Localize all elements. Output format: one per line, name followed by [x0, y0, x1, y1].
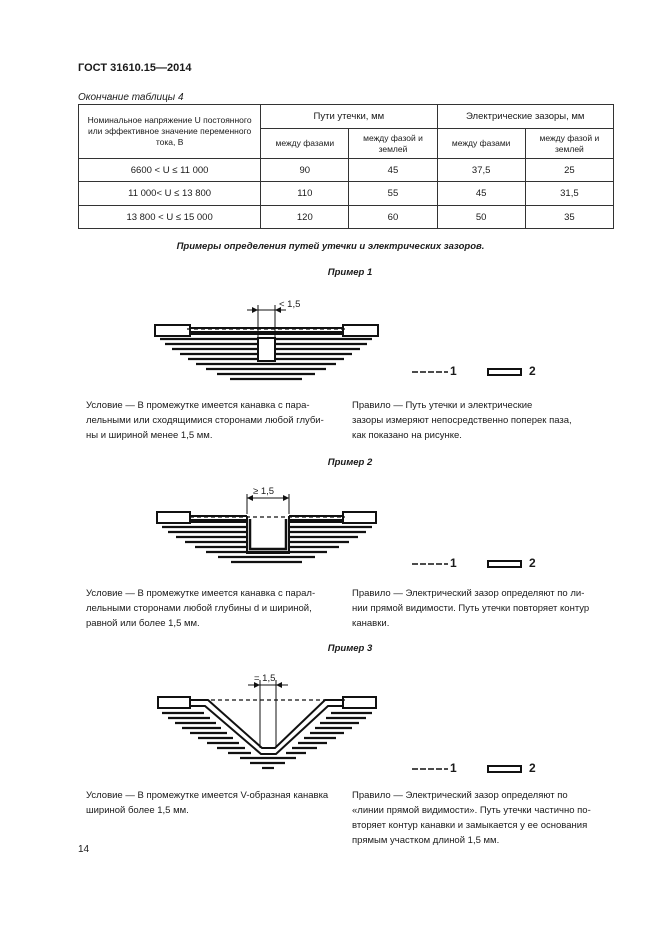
table-cell: 6600 < U ≤ 11 000 [79, 159, 261, 182]
table-cell: 25 [525, 159, 613, 182]
example-3-dimension-label: = 1,5 [254, 673, 276, 684]
column-group-clearance: Электрические зазоры, мм [437, 105, 613, 129]
example-2-dimension-label: ≥ 1,5 [253, 486, 275, 497]
legend-1-label: 1 [450, 556, 457, 570]
example-1-rule: Правило — Путь утечки и электрические зазоры измеряют непосредственно поперек паза, как показано на рисунке. [352, 400, 572, 441]
legend-2-label: 2 [529, 556, 536, 570]
example-2-rule: Правило — Электрический зазор определяют по ли- нии прямой видимости. Путь утечки повторяет контур канавки. [352, 588, 590, 629]
legend-2-label: 2 [529, 761, 536, 775]
legend-1-label: 1 [450, 364, 457, 378]
legend-1-dashed-line [412, 372, 448, 769]
table-cell: 31,5 [525, 182, 613, 206]
example-3-rule: Правило — Электрический зазор определяют по «линии прямой видимости». Путь утечки частично по- вторяет контур канавки и замыкается у ее основания прямым участком длиной 1,5 мм. [352, 790, 591, 846]
subheader-phase-creepage: между фазами [261, 129, 349, 159]
table-cell: 45 [437, 182, 525, 206]
table-cell: 120 [261, 206, 349, 229]
table-cell: 13 800 < U ≤ 15 000 [79, 206, 261, 229]
table-cell: 50 [437, 206, 525, 229]
example-1-dimension-label: < 1,5 [279, 299, 301, 310]
column-header-voltage: Номинальное напряжение U постоянного или эффективное значение переменного тока, В [79, 105, 261, 159]
table-cell: 11 000< U ≤ 13 800 [79, 182, 261, 206]
column-group-creepage: Пути утечки, мм [261, 105, 437, 129]
legend-1-label: 1 [450, 761, 457, 775]
table-cell: 110 [261, 182, 349, 206]
page-number: 14 [78, 844, 90, 855]
table-caption: Окончание таблицы 4 [78, 92, 184, 103]
subheader-earth-creepage: между фазой и землей [349, 129, 437, 159]
table-cell: 90 [261, 159, 349, 182]
example-2-condition: Условие — В промежутке имеется канавка с парал- лельными сторонами любой глубины d и шириной, равной или более 1,5 мм. [86, 588, 316, 629]
table-cell: 45 [349, 159, 437, 182]
document-header: ГОСТ 31610.15—2014 [78, 62, 192, 74]
table-cell: 35 [525, 206, 613, 229]
table-cell: 37,5 [437, 159, 525, 182]
example-2-title: Пример 2 [327, 457, 373, 468]
subheader-phase-clearance: между фазами [437, 129, 525, 159]
legend-2-outlined-bar [488, 369, 521, 772]
example-3-title: Пример 3 [327, 643, 373, 654]
table-cell: 60 [349, 206, 437, 229]
legend-2-label: 2 [529, 364, 536, 378]
example-1-condition: Условие — В промежутке имеется канавка с пара- лельными или сходящимися сторонами любой глуби- ны и шириной менее 1,5 мм. [86, 400, 324, 441]
table-cell: 55 [349, 182, 437, 206]
section-title: Примеры определения путей утечки и электрических зазоров. [176, 241, 485, 252]
subheader-earth-clearance: между фазой и землей [525, 129, 613, 159]
example-1-title: Пример 1 [327, 267, 373, 278]
example-3-condition: Условие — В промежутке имеется V-образная канавка шириной более 1,5 мм. [86, 790, 329, 816]
